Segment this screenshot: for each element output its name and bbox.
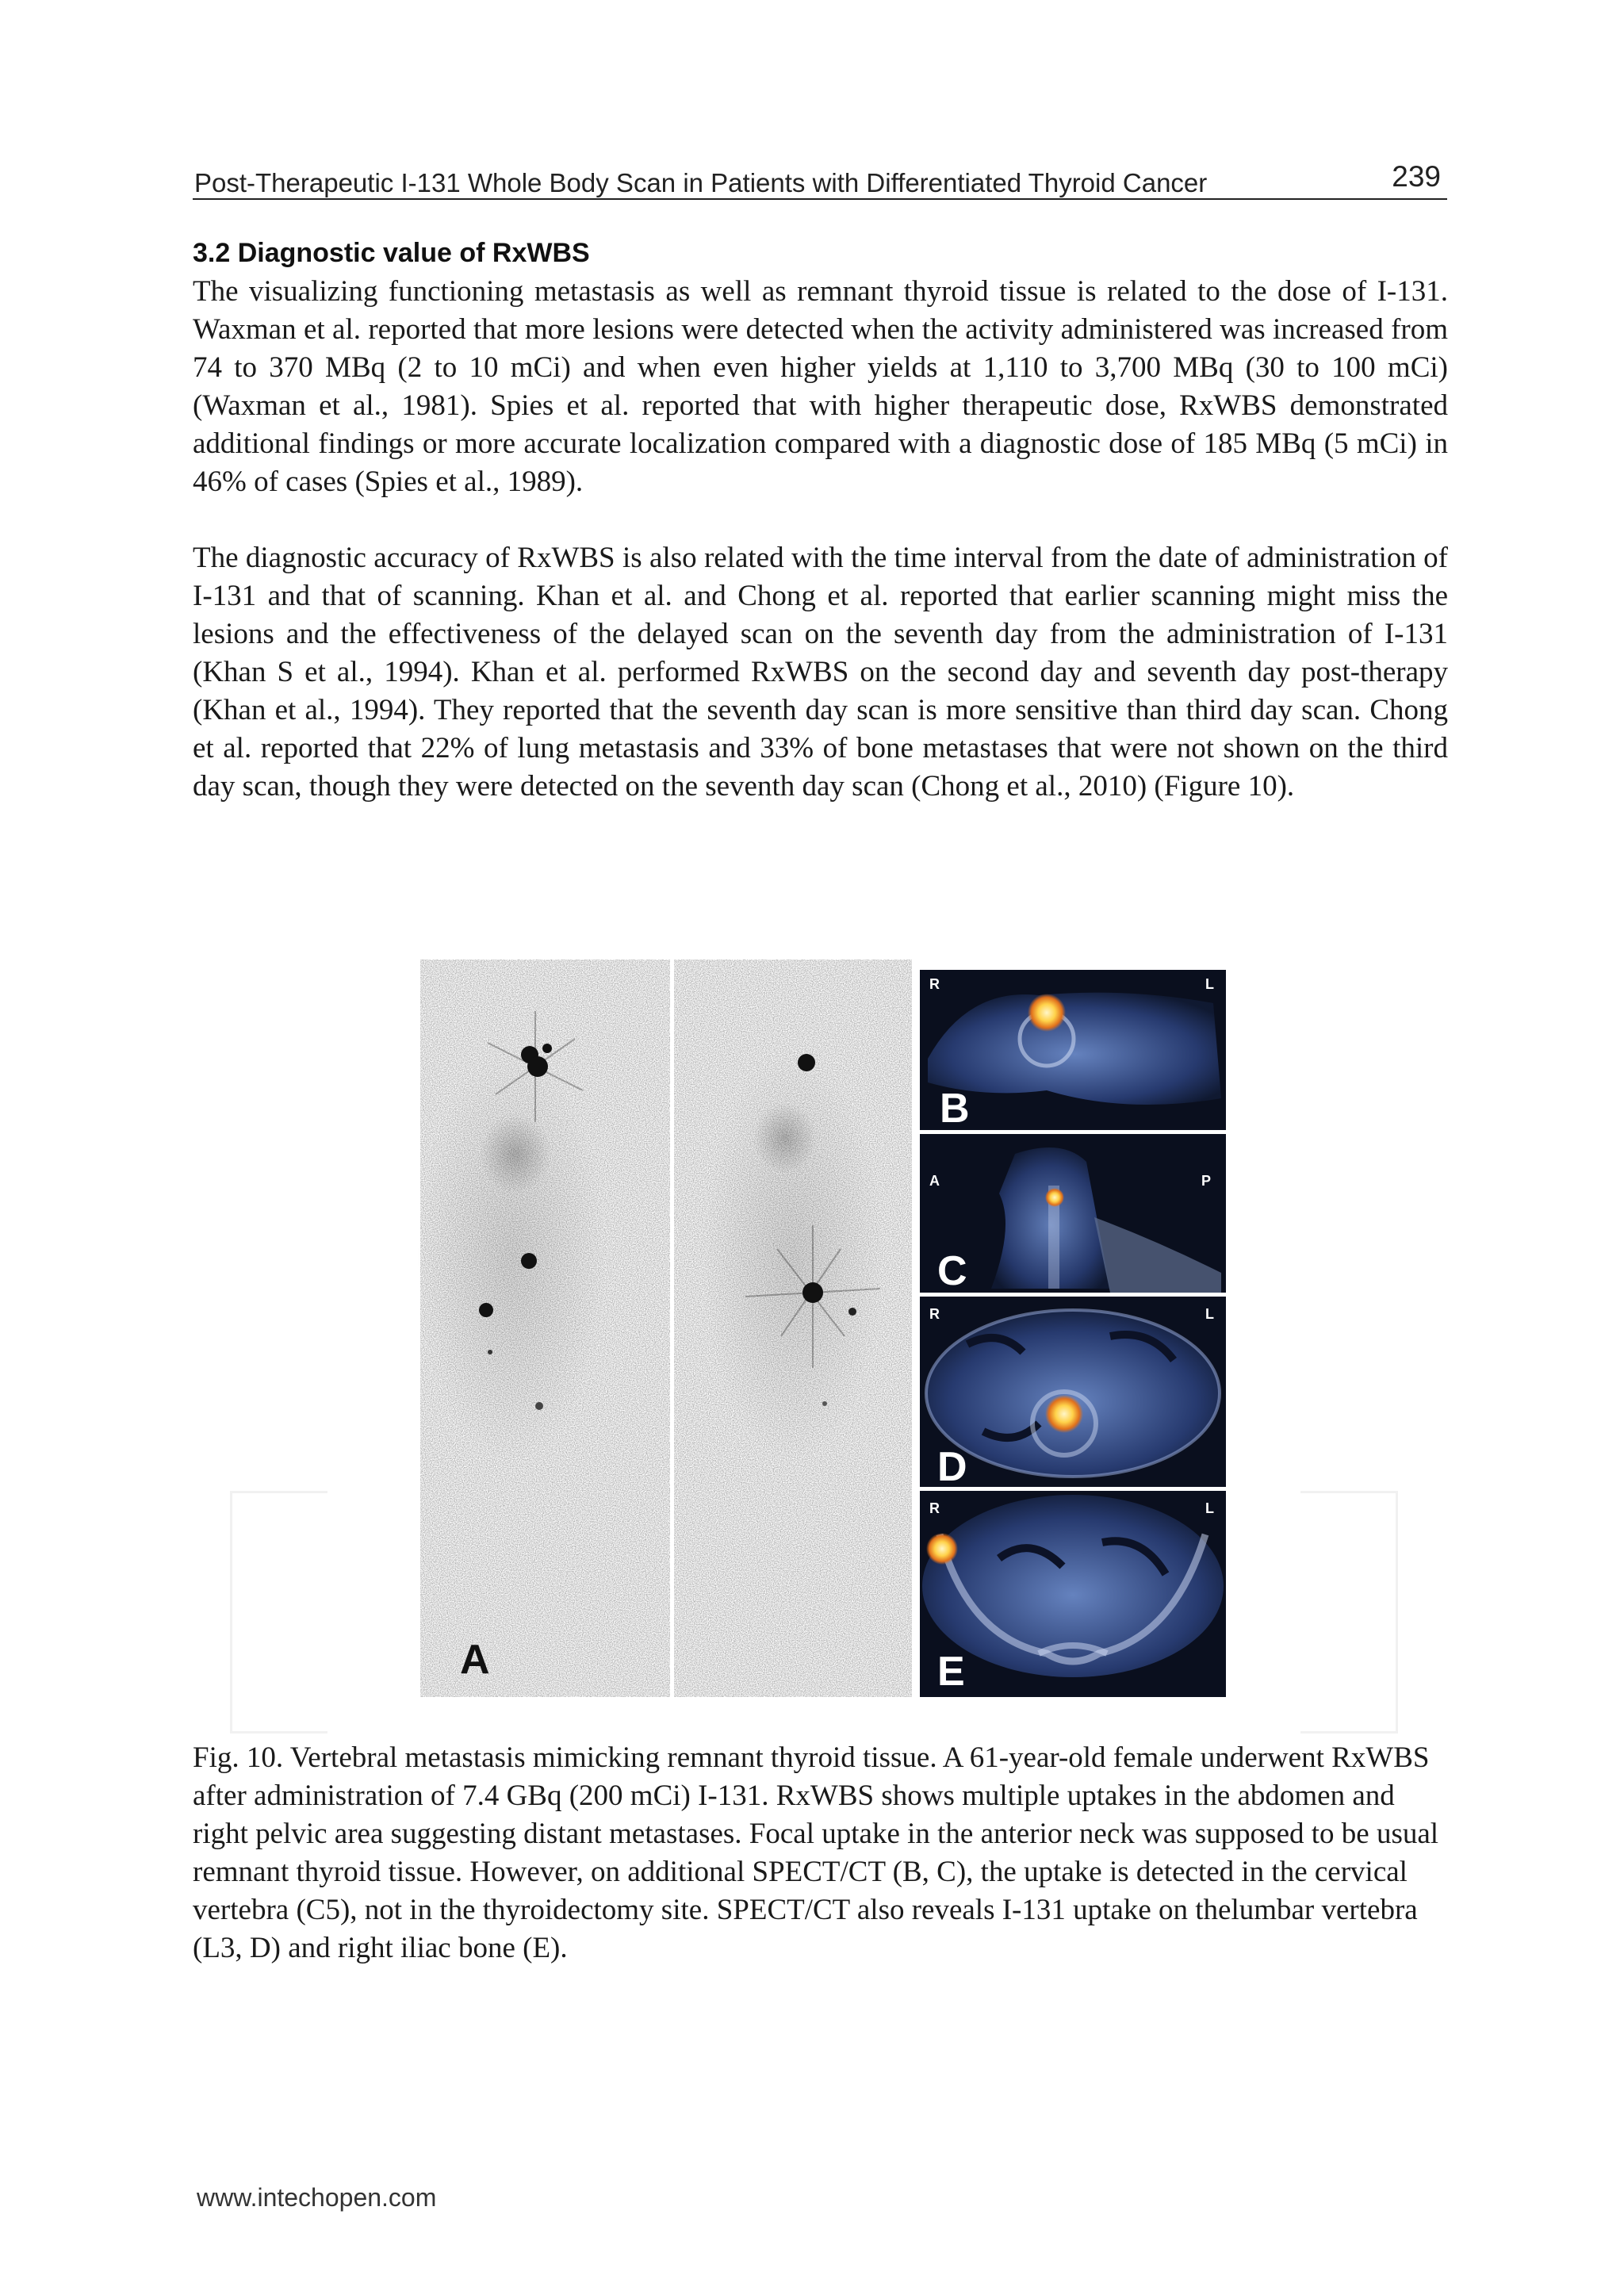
panel-a-label: A	[460, 1637, 490, 1683]
panel-e-label: E	[937, 1649, 965, 1695]
panel-b-right-label: R	[929, 976, 940, 992]
panel-d-right-label: R	[929, 1306, 940, 1322]
running-title: Post-Therapeutic I-131 Whole Body Scan in Patients with Differentiated Thyroid Cancer	[194, 168, 1208, 197]
panel-d-label: D	[937, 1444, 967, 1490]
panel-c-spect-ct	[920, 1134, 1226, 1294]
panel-c-label: C	[937, 1248, 967, 1294]
paragraph-1: The visualizing functioning metastasis as well as remnant thyroid tissue is related to the dose of I-131. Waxman et al. reported that more lesions were detected when the activity administered was increased from 74 to 370 MBq (2 to 10 mCi) and when even higher yields at 1,110 to 3,700 MBq (30 to 100 mCi) (Waxman et al., 1981). Spies et al. reported that with higher therapeutic dose, RxWBS demonstrated additional findings or more accurate localization compared with a diagnostic dose of 185 MBq (5 mCi) in 46% of cases (Spies et al., 1989).	[193, 275, 1448, 498]
section-heading: 3.2 Diagnostic value of RxWBS	[193, 238, 590, 268]
figure-10	[412, 956, 1229, 1701]
panel-b-left-label: L	[1205, 976, 1214, 992]
panel-e-spect-ct	[920, 1491, 1226, 1697]
running-header	[193, 160, 1447, 200]
panel-e-left-label: L	[1205, 1500, 1214, 1516]
panel-a-scan	[416, 960, 912, 1697]
paragraph-2: The diagnostic accuracy of RxWBS is also related with the time interval from the date of administration of I-131 and that of scanning. Khan et al. and Chong et al. reported that earlier scanning might miss the lesions and the effectiveness of the delayed scan on the seventh day from the administration of I-131 (Khan S et al., 1994). Khan et al. performed RxWBS on the second day and seventh day post-therapy (Khan et al., 1994). They reported that the seventh day scan is more sensitive than third day scan. Chong et al. reported that 22% of lung metastasis and 33% of bone metastases that were not shown on the third day scan, though they were detected on the seventh day scan (Chong et al., 2010) (Figure 10).	[193, 542, 1448, 803]
figure-caption: Fig. 10. Vertebral metastasis mimicking remnant thyroid tissue. A 61-year-old female underwent RxWBS after administration of 7.4 GBq (200 mCi) I-131. RxWBS shows multiple uptakes in the abdomen and right pelvic area suggesting distant metastases. Focal uptake in the anterior neck was supposed to be usual remnant thyroid tissue. However, on additional SPECT/CT (B, C), the uptake is detected in the cervical vertebra (C5), not in the thyroidectomy site. SPECT/CT also reveals I-131 uptake on thelumbar vertebra (L3, D) and right iliac bone (E).	[193, 1741, 1439, 1964]
watermark-bracket-right	[1300, 1491, 1398, 1734]
panel-d-left-label: L	[1205, 1306, 1214, 1322]
page-number: 239	[1392, 160, 1441, 193]
panel-d-spect-ct	[920, 1297, 1226, 1490]
panel-c-anterior-label: A	[929, 1173, 940, 1189]
footer-url: www.intechopen.com	[197, 2183, 437, 2212]
panel-c-posterior-label: P	[1201, 1173, 1212, 1189]
panel-e-right-label: R	[929, 1500, 940, 1516]
figure-10-image	[412, 956, 1229, 1701]
panel-b-label: B	[940, 1086, 970, 1132]
watermark-bracket-left	[230, 1491, 327, 1734]
panel-b-spect-ct	[920, 970, 1226, 1132]
